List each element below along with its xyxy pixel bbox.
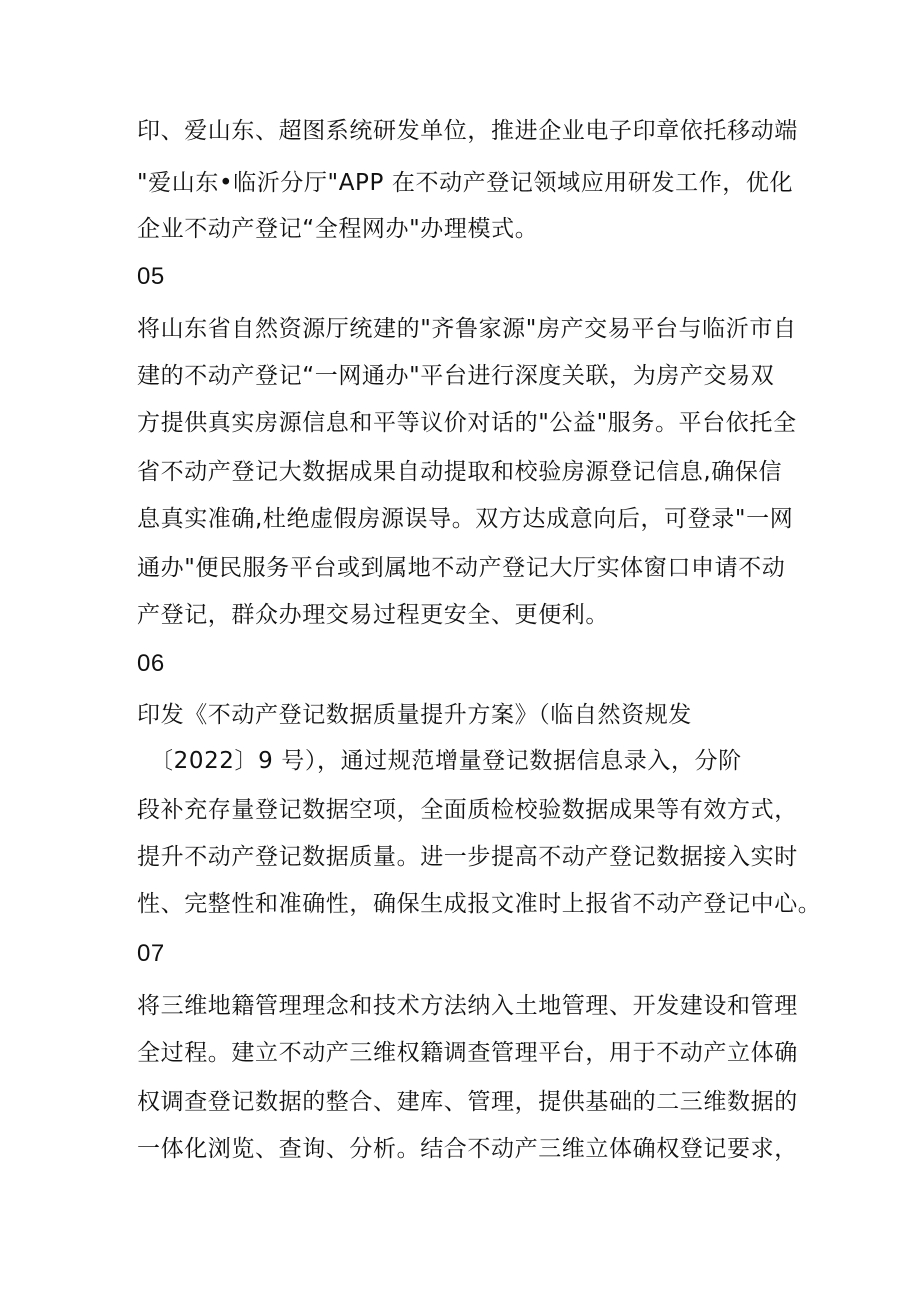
paragraph-line: 印发《不动产登记数据质量提升方案》（临自然资规发 [137, 702, 692, 728]
paragraph-line: 全过程。建立不动产三维权籍调查管理平台，用于不动产立体确 [137, 1040, 798, 1066]
paragraph-line: 省不动产登记大数据成果自动提取和校验房源登记信息,确保信 [137, 459, 783, 485]
paragraph-line: 〔2022〕9 号），通过规范增量登记数据信息录入，分阶 [150, 748, 742, 774]
paragraph-line: 企业不动产登记“全程网办"办理模式。 [137, 216, 539, 242]
paragraph-line: 一体化浏览、查询、分析。结合不动产三维立体确权登记要求， [137, 1136, 798, 1162]
paragraph-line: 将三维地籍管理理念和技术方法纳入土地管理、开发建设和管理 [137, 993, 798, 1019]
paragraph-line: 将山东省自然资源厅统建的"齐鲁家源"房产交易平台与临沂市自 [137, 316, 797, 342]
paragraph-line: 建的不动产登记“一网通办"平台进行深度关联，为房产交易双 [137, 363, 775, 389]
paragraph-line: 提升不动产登记数据质量。进一步提高不动产登记数据接入实时 [137, 844, 798, 870]
paragraph-line: 方提供真实房源信息和平等议价对话的"公益"服务。平台依托全 [137, 410, 797, 436]
paragraph-line: 印、爱山东、超图系统研发单位，推进企业电子印章依托移动端 [137, 118, 798, 144]
paragraph-line: 段补充存量登记数据空项，全面质检校验数据成果等有效方式， [137, 797, 798, 823]
section-number: 06 [137, 650, 165, 677]
section-number: 05 [137, 263, 165, 290]
paragraph-line: 性、完整性和准确性，确保生成报文准时上报省不动产登记中心。 [137, 891, 822, 917]
paragraph-line: 息真实准确,杜绝虚假房源误导。双方达成意向后，可登录"一网 [137, 506, 794, 532]
section-number: 07 [137, 940, 165, 967]
paragraph-line: 权调查登记数据的整合、建库、管理，提供基础的二三维数据的 [137, 1089, 798, 1115]
paragraph-line: "爱山东•临沂分厅"APP 在不动产登记领域应用研发工作，优化 [137, 170, 794, 196]
paragraph-line: 产登记，群众办理交易过程更安全、更便利。 [137, 602, 609, 628]
paragraph-line: 通办"便民服务平台或到属地不动产登记大厅实体窗口申请不动 [137, 555, 786, 581]
